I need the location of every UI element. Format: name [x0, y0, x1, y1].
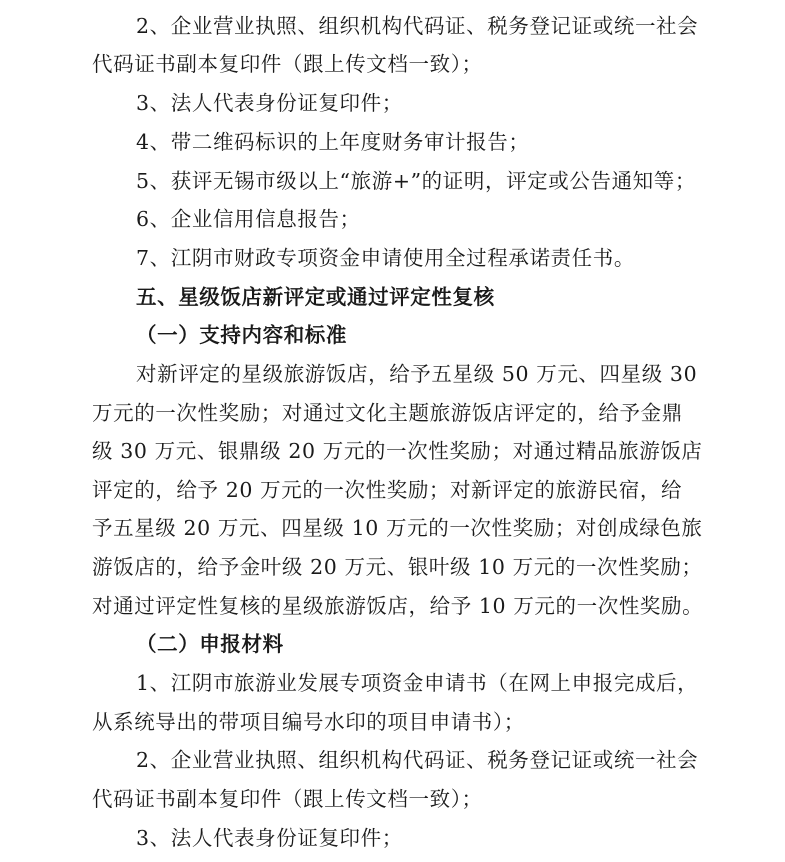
- paragraph-line-7: 对通过评定性复核的星级旅游饭店，给予 10 万元的一次性奖励。: [92, 594, 704, 618]
- material-3: 3、法人代表身份证复印件；: [136, 826, 403, 850]
- item-4: 4、带二维码标识的上年度财务审计报告；: [136, 130, 530, 154]
- item-7: 7、江阴市财政专项资金申请使用全过程承诺责任书。: [136, 246, 635, 270]
- subheading-2: （二）申报材料: [136, 632, 284, 656]
- material-1-line-1: 1、江阴市旅游业发展专项资金申请书（在网上申报完成后，: [136, 671, 699, 695]
- material-1-line-2: 从系统导出的带项目编号水印的项目申请书）；: [92, 710, 525, 734]
- section-heading-5: 五、星级饭店新评定或通过评定性复核: [136, 285, 495, 309]
- item-2-line-2: 代码证书副本复印件（跟上传文档一致）；: [92, 52, 483, 76]
- paragraph-line-3: 级 30 万元、银鼎级 20 万元的一次性奖励；对通过精品旅游饭店: [92, 439, 703, 463]
- paragraph-line-6: 游饭店的，给予金叶级 20 万元、银叶级 10 万元的一次性奖励；: [92, 555, 703, 579]
- item-6: 6、企业信用信息报告；: [136, 207, 361, 231]
- paragraph-line-4: 评定的，给予 20 万元的一次性奖励；对新评定的旅游民宿，给: [92, 478, 683, 502]
- item-3: 3、法人代表身份证复印件；: [136, 91, 403, 115]
- item-5: 5、获评无锡市级以上“旅游+”的证明，评定或公告通知等；: [136, 169, 696, 193]
- material-2-line-2: 代码证书副本复印件（跟上传文档一致）；: [92, 787, 483, 811]
- item-2-line-1: 2、企业营业执照、组织机构代码证、税务登记证或统一社会: [136, 14, 699, 38]
- paragraph-line-1: 对新评定的星级旅游饭店，给予五星级 50 万元、四星级 30: [136, 362, 698, 386]
- paragraph-line-2: 万元的一次性奖励；对通过文化主题旅游饭店评定的，给予金鼎: [92, 401, 683, 425]
- material-2-line-1: 2、企业营业执照、组织机构代码证、税务登记证或统一社会: [136, 748, 699, 772]
- subheading-1: （一）支持内容和标准: [136, 323, 347, 347]
- paragraph-line-5: 予五星级 20 万元、四星级 10 万元的一次性奖励；对创成绿色旅: [92, 516, 703, 540]
